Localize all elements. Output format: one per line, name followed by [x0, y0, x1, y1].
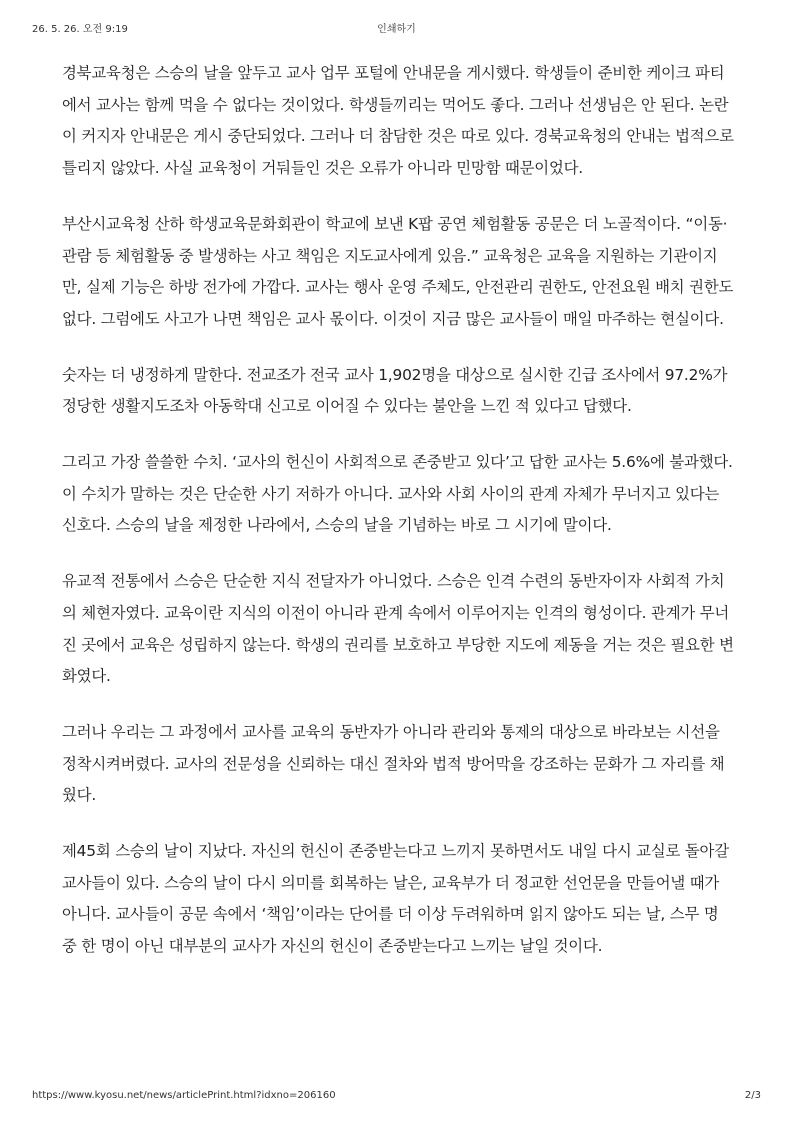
print-footer — [0, 1090, 793, 1104]
page-url: https://www.kyosu.net/news/articlePrint.html?idxno=206160 — [32, 1090, 336, 1101]
print-title: 인쇄하기 — [377, 24, 416, 35]
article-paragraph: 숫자는 더 냉정하게 말한다. 전교조가 전국 교사 1,902명을 대상으로 실시한 긴급 조사에서 97.2%가 정당한 생활지도조차 아동학대 신고로 이어질 수 있다는 불안을 느낀 적 있다고 답했다. — [62, 365, 728, 416]
print-datetime: 26. 5. 26. 오전 9:19 — [32, 24, 128, 35]
article-paragraph: 유교적 전통에서 스승은 단순한 지식 전달자가 아니었다. 스승은 인격 수련의 동반자이자 사회적 가치의 체현자였다. 교육이란 지식의 이전이 아니라 관계 속에서 이루어지는 인격의 형성이다. 관계가 무너진 곳에서 교육은 성립하지 않는다. 학생의 권리를 보호하고 부당한 지도에 제동을 거는 것은 필요한 변화였다. — [62, 572, 734, 686]
article-paragraph: 제45회 스승의 날이 지났다. 자신의 헌신이 존중받는다고 느끼지 못하면서도 내일 다시 교실로 돌아갈 교사들이 있다. 스승의 날이 다시 의미를 회복하는 날은, 교육부가 더 정교한 선언문을 만들어낼 때가 아니다. 교사들이 공문 속에서 ‘책임’이라는 단어를 더 이상 두려워하며 읽지 않아도 되는 날, 스무 명 중 한 명이 아닌 대부분의 교사가 자신의 헌신이 존중받는다고 느끼는 날일 것이다. — [62, 842, 729, 956]
print-header — [0, 20, 793, 36]
page-number: 2/3 — [744, 1090, 761, 1101]
article-paragraph: 그리고 가장 쓸쓸한 수치. ‘교사의 헌신이 사회적으로 존중받고 있다’고 답한 교사는 5.6%에 불과했다. 이 수치가 말하는 것은 단순한 사기 저하가 아니다. 교사와 사회 사이의 관계 자체가 무너지고 있다는 신호다. 스승의 날을 제정한 나라에서, 스승의 날을 기념하는 바로 그 시기에 말이다. — [62, 453, 733, 535]
article-paragraph: 경북교육청은 스승의 날을 앞두고 교사 업무 포털에 안내문을 게시했다. 학생들이 준비한 케이크 파티에서 교사는 함께 먹을 수 없다는 것이었다. 학생들끼리는 먹어도 좋다. 그러나 선생님은 안 된다. 논란이 커지자 안내문은 게시 중단되었다. 그러나 더 참담한 것은 따로 있다. 경북교육청의 안내는 법적으로 틀리지 않았다. 사실 교육청이 거둬들인 것은 오류가 아니라 민망함 때문이었다. — [62, 64, 734, 178]
article-body — [62, 58, 734, 987]
article-paragraph: 그러나 우리는 그 과정에서 교사를 교육의 동반자가 아니라 관리와 통제의 대상으로 바라보는 시선을 정착시켜버렸다. 교사의 전문성을 신뢰하는 대신 절차와 법적 방어막을 강조하는 문화가 그 자리를 채웠다. — [62, 722, 725, 805]
article-paragraph: 부산시교육청 산하 학생교육문화회관이 학교에 보낸 K팝 공연 체험활동 공문은 더 노골적이다. “이동·관람 등 체험활동 중 발생하는 사고 책임은 지도교사에게 있음.” 교육청은 교육을 지원하는 기관이지만, 실제 기능은 하방 전가에 가깝다. 교사는 행사 운영 주체도, 안전관리 권한도, 안전요원 배치 권한도 없다. 그럼에도 사고가 나면 책임은 교사 몫이다. 이것이 지금 많은 교사들이 매일 마주하는 현실이다. — [62, 214, 734, 328]
